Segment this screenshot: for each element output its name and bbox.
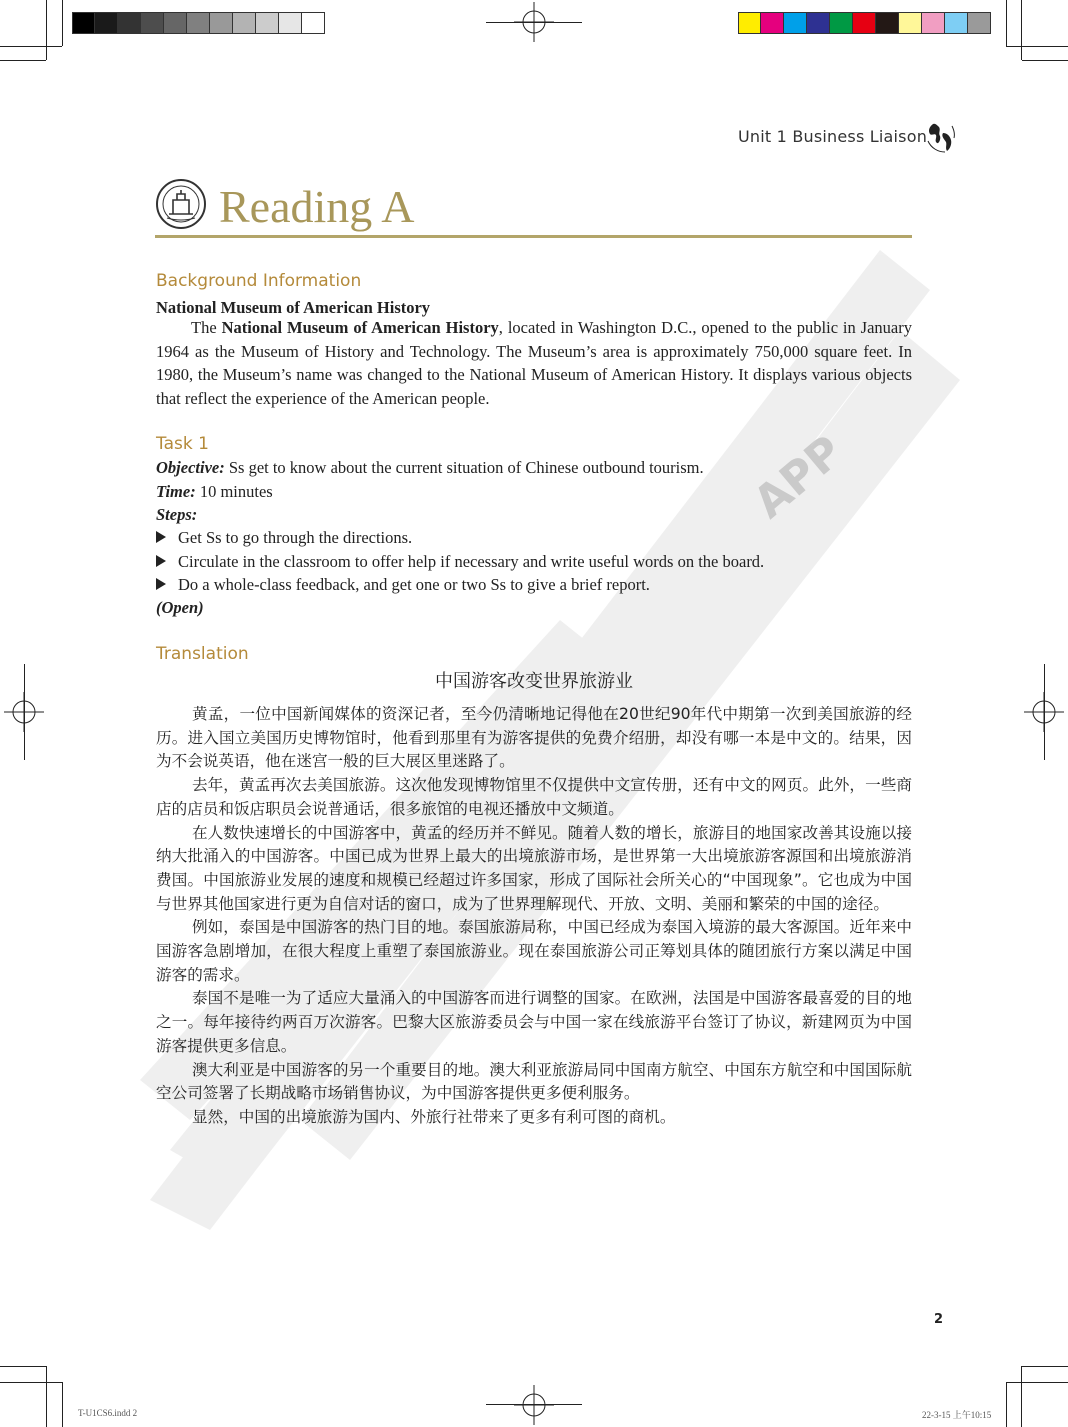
- background-heading: Background Information: [156, 271, 362, 291]
- color-swatch: [738, 12, 761, 34]
- registration-line: [24, 664, 25, 760]
- background-subheading: National Museum of American History: [156, 298, 431, 317]
- registration-line: [486, 22, 582, 23]
- page-number: 2: [934, 1312, 944, 1327]
- task1-heading: Task 1: [156, 434, 209, 454]
- slug-date: 22-3-15 上午10:15: [922, 1410, 992, 1420]
- translation-heading: Translation: [156, 644, 249, 664]
- color-swatch: [210, 12, 233, 34]
- color-swatch: [72, 12, 95, 34]
- objective-label: Objective:: [156, 458, 225, 477]
- color-swatch: [968, 12, 991, 34]
- color-swatch: [899, 12, 922, 34]
- color-swatch: [853, 12, 876, 34]
- step-text: Do a whole-class feedback, and get one or two Ss to give a brief report.: [178, 575, 650, 594]
- translation-title: 中国游客改变世界旅游业: [435, 671, 633, 692]
- color-swatch: [922, 12, 945, 34]
- color-swatch: [279, 12, 302, 34]
- section-title-block: [155, 176, 912, 238]
- page-title: Reading A: [219, 181, 415, 232]
- time-text: 10 minutes: [195, 482, 273, 501]
- step-item: [156, 526, 412, 549]
- translation-paragraph: 澳大利亚是中国游客的另一个重要目的地。澳大利亚旅游局同中国南方航空、中国东方航空和中国国际航空公司签署了长期战略市场销售协议，为中国游客提供更多便利服务。: [156, 1060, 912, 1103]
- cmyk-color-bar: [738, 12, 991, 34]
- translation-paragraph: 例如，泰国是中国游客的热门目的地。泰国旅游局称，中国已经成为泰国入境游的最大客源国。近年来中国游客急剧增加，在很大程度上重塑了泰国旅游业。现在泰国旅游公司正筹划具体的随团旅行方案以满足中国游客的需求。: [156, 918, 912, 984]
- step-item: [156, 550, 764, 573]
- title-rule: [155, 235, 912, 238]
- translation-body: [156, 703, 912, 1130]
- color-swatch: [233, 12, 256, 34]
- triangle-bullet-icon: [156, 531, 166, 543]
- color-swatch: [256, 12, 279, 34]
- color-swatch: [95, 12, 118, 34]
- task1-objective: [156, 456, 912, 480]
- registration-line: [486, 1404, 582, 1405]
- museum-name-bold: National Museum of American History: [221, 318, 499, 337]
- translation-paragraph: 在人数快速增长的中国游客中，黄孟的经历并不鲜见。随着人数的增长，旅游目的地国家改善其设施以接纳大批涌入的中国游客。中国已成为世界上最大的出境旅游市场，是世界第一大出境旅游客源国和出境旅游消费国。中国旅游业发展的速度和规模已经超过许多国家，形成了国际社会所关心的“中国现象”。它也成为中国与世界其他国家进行更为自信对话的窗口，成为了世界理解现代、开放、文明、美丽和繁荣的中国的途径。: [156, 823, 912, 913]
- color-swatch: [118, 12, 141, 34]
- translation-paragraph: 黄孟，一位中国新闻媒体的资深记者，至今仍清晰地记得他在20世纪90年代中期第一次到美国旅游的经历。进入国立美国历史博物馆时，他看到那里有为游客提供的免费介绍册，却没有哪一本是中文的。结果，因为不会说英语，他在迷宫一般的巨大展区里迷路了。: [156, 705, 912, 771]
- registration-mark-icon: [514, 1385, 554, 1425]
- color-swatch: [141, 12, 164, 34]
- university-seal-icon: [155, 178, 207, 230]
- color-swatch: [807, 12, 830, 34]
- background-text: , located in Washington D.C., opened to the public in January 1964 as the Museum of History and Technology. The Museum’s area is approximately 750,000 square feet. In 1980, the Museum’s name was changed to the National Museum of American History. It displays various objects that reflect the experience of the American people.: [156, 318, 912, 408]
- translation-paragraph: 显然，中国的出境旅游为国内、外旅行社带来了更多有利可图的商机。: [192, 1107, 676, 1126]
- color-swatch: [187, 12, 210, 34]
- color-swatch: [761, 12, 784, 34]
- step-text: Get Ss to go through the directions.: [178, 528, 413, 547]
- time-label: Time:: [156, 482, 196, 501]
- running-head: Unit 1 Business Liaison: [738, 127, 928, 146]
- step-text: Circulate in the classroom to offer help if necessary and write useful words on the board.: [178, 552, 765, 571]
- slug-file: T-U1CS6.indd 2: [78, 1408, 138, 1418]
- color-swatch: [164, 12, 187, 34]
- color-swatch: [784, 12, 807, 34]
- task1-time: [156, 480, 912, 504]
- steps-label: Steps:: [156, 505, 198, 524]
- lead-the: The: [191, 318, 222, 337]
- color-swatch: [302, 12, 325, 34]
- color-swatch: [945, 12, 968, 34]
- step-item: [156, 573, 650, 596]
- triangle-bullet-icon: [156, 555, 166, 567]
- color-swatch: [876, 12, 899, 34]
- translation-paragraph: 泰国不是唯一为了适应大量涌入的中国游客而进行调整的国家。在欧洲，法国是中国游客最喜爱的目的地之一。每年接待约两百万次游客。巴黎大区旅游委员会与中国一家在线旅游平台签订了协议，新建网页为中国游客提供更多信息。: [156, 989, 912, 1055]
- globe-icon: [925, 121, 955, 153]
- registration-line: [1044, 664, 1045, 760]
- background-paragraph: [156, 316, 912, 410]
- watermark-text: APP: [744, 426, 853, 529]
- gray-color-bar: [72, 12, 325, 34]
- task1-answer: (Open): [156, 598, 204, 617]
- translation-paragraph: 去年，黄孟再次去美国旅游。这次他发现博物馆里不仅提供中文宣传册，还有中文的网页。此外，一些商店的店员和饭店职员会说普通话，很多旅馆的电视还播放中文频道。: [156, 776, 912, 818]
- triangle-bullet-icon: [156, 578, 166, 590]
- color-swatch: [830, 12, 853, 34]
- objective-text: Ss get to know about the current situation of Chinese outbound tourism.: [224, 458, 704, 477]
